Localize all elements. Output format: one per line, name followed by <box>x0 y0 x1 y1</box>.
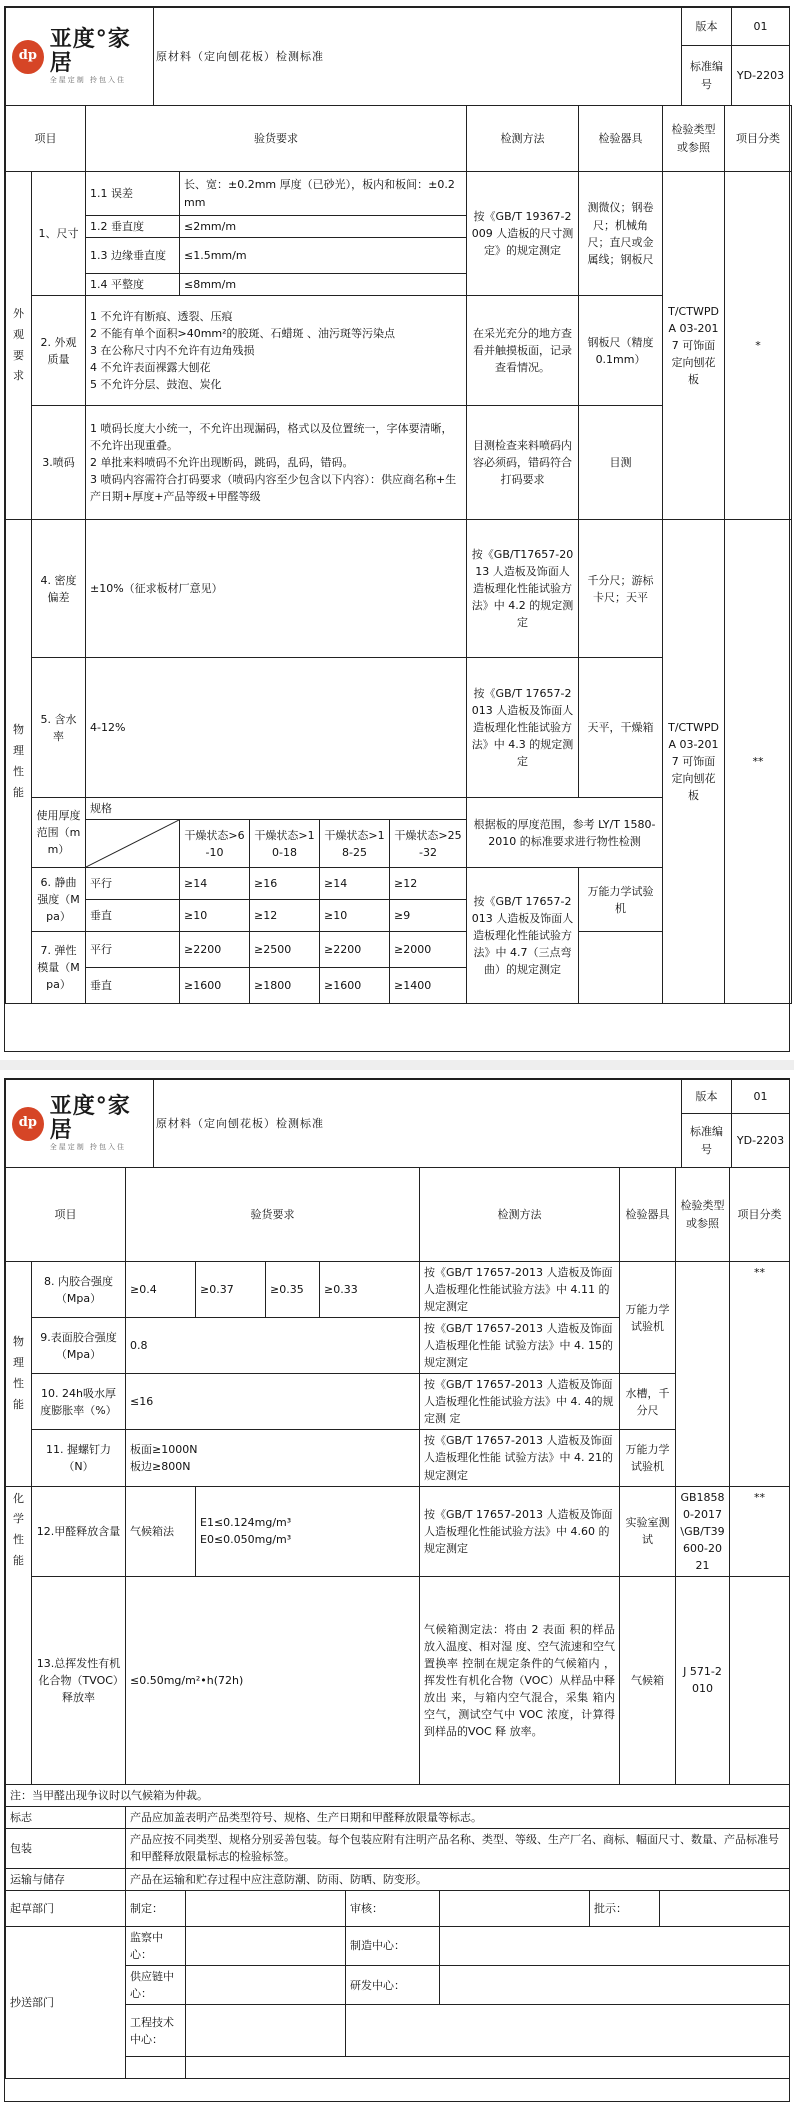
size-tool: 测微仪；钢卷尺；机械角尺；直尺或金 属线；钢板尺 <box>579 172 663 296</box>
manufacturing-label: 制造中心： <box>346 1926 440 1965</box>
mod-ver-2: ≥1800 <box>250 968 320 1004</box>
item-1-2-req: ≤2mm/m <box>180 216 467 238</box>
bond-val-2: ≥0.37 <box>196 1262 266 1318</box>
physical-category: ** <box>730 1262 790 1487</box>
item-print: 3.喷码 <box>32 406 86 520</box>
header-tool: 检验器具 <box>579 106 663 172</box>
mark-text: 产品应加盖表明产品类型符号、规格、生产日期和甲醛释放限量等标志。 <box>126 1806 790 1828</box>
item-1-4-req: ≤8mm/m <box>180 274 467 296</box>
item-formaldehyde: 12.甲醛释放含量 <box>32 1486 126 1576</box>
footer-note: 注：当甲醛出现争议时以气候箱为仲裁。 <box>6 1784 790 1806</box>
logo-slogan: 全屋定制 拎包入住 <box>49 76 127 85</box>
print-req-line: 1 喷码长度大小统一，不允许出现漏码，格式以及位置统一，字体要清晰，不允许出现重叠。 <box>90 421 453 453</box>
range-col-4: 干燥状态>25-32 <box>390 820 467 868</box>
header-req: 验货要求 <box>86 106 467 172</box>
bend-ver-4: ≥9 <box>390 900 467 932</box>
fd-method: 按《GB/T 17657-2013 人造板及饰面人造板理化性能试验方法》中 4.60 的规定测定 <box>420 1486 620 1576</box>
tvoc-category-empty <box>730 1576 790 1784</box>
moisture-tool: 天平，干燥箱 <box>579 658 663 798</box>
header-tool: 检验器具 <box>620 1168 676 1262</box>
screw-method: 按《GB/T 17657-2013 人造板及饰面人造板理化性能 试验方法》中 4. 21的规定测定 <box>420 1430 620 1486</box>
density-req: ±10%（征求板材厂意见） <box>86 520 467 658</box>
swell-tool: 水槽，千分尺 <box>620 1374 676 1430</box>
bond-val-3: ≥0.35 <box>266 1262 320 1318</box>
range-col-3: 干燥状态>18-25 <box>320 820 390 868</box>
surface-method: 按《GB/T 17657-2013 人造板及饰面人造板理化性能 试验方法》中 4. 15的规定测定 <box>420 1318 620 1374</box>
print-req-line: 3 喷码内容需符合打码要求（喷码内容至少包含以下内容）：供应商名称+生产日期+厚度+产品等级+甲醛等级 <box>90 473 457 504</box>
chem-basis: GB18580-2017\GB/T39600-2021 <box>676 1486 730 1576</box>
logo-icon: dp <box>12 1107 44 1141</box>
copy-dept: 抄送部门 <box>6 1926 126 2078</box>
appearance-basis: T/CTWPDA 03-2017 可饰面定向刨花板 <box>663 172 725 520</box>
blank-value <box>186 2057 790 2079</box>
header-basis: 检验类型或参照 <box>663 106 725 172</box>
item-1-4: 1.4 平整度 <box>86 274 180 296</box>
page-1 <box>4 6 790 1052</box>
supervision-value <box>186 1926 346 1965</box>
item-quality: 2. 外观质量 <box>32 296 86 406</box>
draft-label: 制定： <box>126 1890 186 1926</box>
bend-ver-1: ≥10 <box>180 900 250 932</box>
swell-method: 按《GB/T 17657-2013 人造板及饰面人造板理化性能试验方法》中 4. 4的规定测 定 <box>420 1374 620 1430</box>
range-col-1: 干燥状态>6-10 <box>180 820 250 868</box>
spec-table-3 <box>5 1167 790 1785</box>
header-basis: 检验类型或参照 <box>676 1168 730 1262</box>
rnd-label: 研发中心： <box>346 1966 440 2005</box>
range-method: 根据板的厚度范围，参考 LY/T 1580-2010 的标准要求进行物性检测 <box>467 798 663 868</box>
quality-req-line: 2 不能有单个面积>40mm²的胶斑、石蜡斑 、油污斑等污染点 <box>90 327 396 341</box>
print-method: 目测检查来料喷码内容必须码，错码符合打码要求 <box>467 406 579 520</box>
screw-val-edge: 板边≥800N <box>130 1459 191 1473</box>
engineering-label: 工程技术中心： <box>126 2005 186 2057</box>
size-method: 按《GB/T 19367-2009 人造板的尺寸测定》的规定测定 <box>467 172 579 296</box>
tvoc-val: ≤0.50mg/m²•h(72h) <box>126 1576 420 1784</box>
review-label: 审核： <box>346 1890 440 1926</box>
logo-cell <box>6 8 154 106</box>
surface-val: 0.8 <box>126 1318 420 1374</box>
quality-req-line: 1 不允许有断痕、透裂、压痕 <box>90 309 233 323</box>
item-bending: 6. 静曲强度（Mpa） <box>32 868 86 932</box>
supply-label: 供应链中心： <box>126 1966 186 2005</box>
logo-icon: dp <box>12 40 44 74</box>
page-gap <box>0 1060 794 1070</box>
draft-dept: 起草部门 <box>6 1890 126 1926</box>
range-col-2: 干燥状态>10-18 <box>250 820 320 868</box>
fd-val-e1: E1≤0.124mg/m³ <box>200 1516 292 1530</box>
moisture-req: 4-12% <box>86 658 467 798</box>
header-method: 检测方法 <box>467 106 579 172</box>
pack-text: 产品应按不同类型、规格分别妥善包装。每个包装应附有注明产品名称、类型、等级、生产厂名、商标、幅面尺寸、数量、产品标准号和甲醛释放限量标志的检验标签。 <box>126 1828 790 1868</box>
std-no-label: 标准编号 <box>682 1114 732 1168</box>
quality-req-line: 4 不允许表面裸露大刨花 <box>90 361 211 375</box>
item-1-1: 1.1 误差 <box>86 172 180 216</box>
mod-par-4: ≥2000 <box>390 932 467 968</box>
group-appearance: 外观要求 <box>6 172 32 520</box>
range-spec: 规格 <box>86 798 467 820</box>
version-label: 版本 <box>682 1080 732 1114</box>
density-method: 按《GB/T17657-2013 人造板及饰面人造板理化性能试验方法》中 4.2 的规定测定 <box>467 520 579 658</box>
page-title: 原材料（定向刨花板）检测标准 <box>154 1080 682 1168</box>
mod-vertical-label: 垂直 <box>86 968 180 1004</box>
physical-basis: T/CTWPDA 03-2017 可饰面定向刨花板 <box>663 520 725 1004</box>
range-diagonal <box>86 820 180 868</box>
bend-par-2: ≥16 <box>250 868 320 900</box>
mark-label: 标志 <box>6 1806 126 1828</box>
mod-ver-3: ≥1600 <box>320 968 390 1004</box>
page-title: 原材料（定向刨花板）检测标准 <box>154 8 682 106</box>
logo-slogan: 全屋定制 拎包入住 <box>49 1143 127 1152</box>
item-moisture: 5. 含水率 <box>32 658 86 798</box>
header-category: 项目分类 <box>730 1168 790 1262</box>
bend-parallel-label: 平行 <box>86 868 180 900</box>
item-surface: 9.表面胶合强度（Mpa） <box>32 1318 126 1374</box>
quality-method: 在采光充分的地方查看并触摸板面，记录查看情况。 <box>467 296 579 406</box>
manufacturing-value <box>440 1926 790 1965</box>
item-1-3-req: ≤1.5mm/m <box>180 238 467 274</box>
logo-name: 亚度°家居 <box>49 25 131 77</box>
mod-ver-4: ≥1400 <box>390 968 467 1004</box>
transport-label: 运输与储存 <box>6 1868 126 1890</box>
physical-category: ** <box>725 520 792 1004</box>
approve-value <box>660 1890 790 1926</box>
mod-parallel-label: 平行 <box>86 932 180 968</box>
quality-tool: 钢板尺（精度 0.1mm） <box>579 296 663 406</box>
tvoc-basis: J 571-2010 <box>676 1576 730 1784</box>
chem-category: ** <box>730 1486 790 1576</box>
mod-par-1: ≥2200 <box>180 932 250 968</box>
header-table <box>5 7 790 106</box>
supervision-label: 监察中心： <box>126 1926 186 1965</box>
pack-label: 包装 <box>6 1828 126 1868</box>
quality-req-line: 3 在公称尺寸内不允许有边角残损 <box>90 344 255 358</box>
header-item: 项目 <box>6 106 86 172</box>
std-no-label: 标准编号 <box>682 46 732 106</box>
header-method: 检测方法 <box>420 1168 620 1262</box>
mod-ver-1: ≥1600 <box>180 968 250 1004</box>
swell-val: ≤16 <box>126 1374 420 1430</box>
tvoc-tool: 气候箱 <box>620 1576 676 1784</box>
review-value <box>440 1890 590 1926</box>
bend-par-4: ≥12 <box>390 868 467 900</box>
bend-tool: 万能力学试验机 <box>579 868 663 932</box>
header-table-2 <box>5 1079 790 1168</box>
footer-table <box>5 1784 790 2079</box>
fd-vals <box>196 1486 420 1576</box>
item-screw: 11. 握螺钉力（N） <box>32 1430 126 1486</box>
mod-tool-empty <box>579 932 663 1004</box>
item-1-2: 1.2 垂直度 <box>86 216 180 238</box>
item-1-3: 1.3 边缘垂直度 <box>86 238 180 274</box>
supply-value <box>186 1966 346 2005</box>
bond-val-1: ≥0.4 <box>126 1262 196 1318</box>
header-req: 验货要求 <box>126 1168 420 1262</box>
group-physical: 物理性能 <box>6 1262 32 1487</box>
print-req-line: 2 单批来料喷码不允许出现断码，跳码，乱码，错码。 <box>90 456 354 470</box>
item-tvoc: 13.总挥发性有机化合物（TVOC）释放率 <box>32 1576 126 1784</box>
version-value: 01 <box>732 8 790 46</box>
page-2 <box>4 1078 790 2102</box>
screw-tool: 万能力学试验机 <box>620 1430 676 1486</box>
item-density: 4. 密度偏差 <box>32 520 86 658</box>
screw-val-face: 板面≥1000N <box>130 1442 198 1456</box>
spec-table-1 <box>5 105 792 520</box>
item-swell: 10. 24h吸水厚度膨胀率（%） <box>32 1374 126 1430</box>
print-req <box>86 406 467 520</box>
bend-method: 按《GB/T 17657-2013 人造板及饰面人造板理化性能试验方法》中 4.7（三点弯曲）的规定测定 <box>467 868 579 1004</box>
bend-ver-2: ≥12 <box>250 900 320 932</box>
mod-par-2: ≥2500 <box>250 932 320 968</box>
item-modulus: 7. 弹性模量（Mpa） <box>32 932 86 1004</box>
header-item: 项目 <box>6 1168 126 1262</box>
approve-label: 批示： <box>590 1890 660 1926</box>
bond-val-4: ≥0.33 <box>320 1262 420 1318</box>
fd-val-e0: E0≤0.050mg/m³ <box>200 1533 292 1547</box>
engineering-value <box>186 2005 346 2057</box>
engineering-blank <box>346 2005 790 2057</box>
bend-par-3: ≥14 <box>320 868 390 900</box>
transport-text: 产品在运输和贮存过程中应注意防潮、防雨、防晒、防变形。 <box>126 1868 790 1890</box>
density-tool: 千分尺；游标卡尺；天平 <box>579 520 663 658</box>
std-no-value: YD-2203 <box>732 46 790 106</box>
print-tool: 目测 <box>579 406 663 520</box>
bend-par-1: ≥14 <box>180 868 250 900</box>
item-bond: 8. 内胶合强度（Mpa） <box>32 1262 126 1318</box>
group-physical: 物理性能 <box>6 520 32 1004</box>
appearance-category: * <box>725 172 792 520</box>
header-category: 项目分类 <box>725 106 792 172</box>
std-no-value: YD-2203 <box>732 1114 790 1168</box>
item-range: 使用厚度范围（mm） <box>32 798 86 868</box>
draft-value <box>186 1890 346 1926</box>
logo-name: 亚度°家居 <box>49 1092 131 1144</box>
moisture-method: 按《GB/T 17657-2013 人造板及饰面人造板理化性能试验方法》中 4.3 的规定测定 <box>467 658 579 798</box>
bond-tool: 万能力学试验机 <box>620 1262 676 1374</box>
screw-val <box>126 1430 420 1486</box>
spec-table-2 <box>5 519 792 1004</box>
blank-label <box>126 2057 186 2079</box>
quality-req <box>86 296 467 406</box>
bend-vertical-label: 垂直 <box>86 900 180 932</box>
rnd-value <box>440 1966 790 2005</box>
fd-tool: 实验室测试 <box>620 1486 676 1576</box>
logo-cell <box>6 1080 154 1168</box>
quality-req-line: 5 不允许分层、鼓泡、炭化 <box>90 378 222 392</box>
group-chemical: 化学性能 <box>6 1486 32 1784</box>
tvoc-method: 气候箱测定法：将由 2 表面 积的样品放入温度、相对湿 度、空气流速和空气置换率 控制在规定条件的气候箱内 ，挥发性有机化合物（VOC）从样品中释放出 来，与箱内空气混合，采集 箱内空气，测试空气中 VOC 浓度，计算得到样品的VOC 释 放率。 <box>420 1576 620 1784</box>
fd-method-label: 气候箱法 <box>126 1486 196 1576</box>
item-1-1-req: 长、宽：±0.2mm 厚度（已砂光），板内和板间：±0.2mm <box>180 172 467 216</box>
bend-ver-3: ≥10 <box>320 900 390 932</box>
item-size: 1、尺寸 <box>32 172 86 296</box>
bond-method: 按《GB/T 17657-2013 人造板及饰面人造板理化性能试验方法》中 4.11 的规定测定 <box>420 1262 620 1318</box>
mod-par-3: ≥2200 <box>320 932 390 968</box>
physical-basis-empty <box>676 1262 730 1487</box>
version-value: 01 <box>732 1080 790 1114</box>
version-label: 版本 <box>682 8 732 46</box>
